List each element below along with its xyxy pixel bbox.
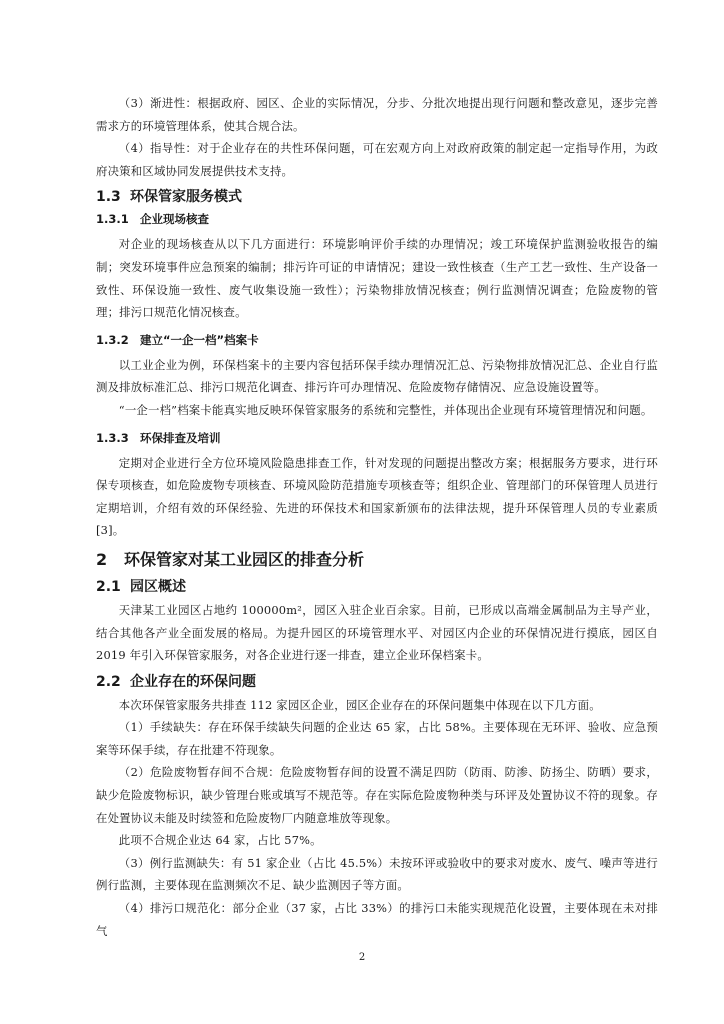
- heading-1-3-2: [96, 330, 658, 350]
- heading-title: 环保管家对某工业园区的排查分析: [124, 549, 365, 569]
- heading-title: 企业存在的环保问题: [130, 673, 256, 690]
- page-number: 2: [358, 952, 366, 963]
- heading-2: [96, 548, 658, 572]
- heading-title: 企业现场核查: [140, 212, 209, 227]
- heading-1-3-3: [96, 428, 658, 448]
- paragraph-guidance: （4）指导性：对于企业存在的共性环保问题，可在宏观方向上对政府政策的制定起一定指导作用，为政府决策和区域协同发展提供技术支持。: [96, 141, 658, 178]
- paragraph-survey-intro: 本次环保管家服务共排查 112 家园区企业，园区企业存在的环保问题集中体现在以下几方面。: [118, 697, 601, 712]
- paragraph-archive-summary: “一企一档”档案卡能真实地反映环保管家服务的系统和完整性，并体现出企业现有环境管理情况和问题。: [118, 402, 653, 417]
- heading-number: 1.3.3: [96, 430, 129, 445]
- heading-number: 2.1: [96, 578, 121, 595]
- heading-number: 1.3.1: [96, 212, 129, 227]
- paragraph-outlet-standardization: （4）排污口规范化：部分企业（37 家，占比 33%）的排污口未能实现规范化设置，主要体现在未对排气: [96, 901, 658, 938]
- heading-1-3-1: [96, 209, 658, 229]
- heading-title: 环保管家服务模式: [130, 189, 242, 206]
- heading-title: 建立“一企一档”档案卡: [140, 332, 259, 347]
- paragraph-missing-procedures: （1）手续缺失：存在环保手续缺失问题的企业达 65 家，占比 58%。主要体现在无环评、验收、应急预案等环保手续，存在批建不符现象。: [96, 720, 658, 757]
- paragraph-progressive: （3）渐进性：根据政府、园区、企业的实际情况，分步、分批次地提出现行问题和整改意见，逐步完善需求方的环境管理体系，使其合规合法。: [96, 96, 658, 133]
- paragraph-site-check: 对企业的现场核查从以下几方面进行：环境影响评价手续的办理情况；竣工环境保护监测验收报告的编制；突发环境事件应急预案的编制；排污许可证的申请情况；建设一致性核查（生产工艺一致性、生产设备一致性、环保设施一致性、废气收集设施一致性）；污染物排放情况核查；例行监测情况调查；危险废物的管理；排污口规范化情况核查。: [96, 237, 658, 320]
- paragraph-noncompliance-count: 此项不合规企业达 64 家，占比 57%。: [118, 833, 322, 848]
- paragraph-hazardous-waste: （2）危险废物暂存间不合规：危险废物暂存间的设置不满足四防（防雨、防渗、防扬尘、防晒）要求，缺少危险废物标识，缺少管理台账或填写不规范等。存在实际危险废物种类与环评及处置协议不符的现象。存在处置协议未能及时续签和危险废物厂内随意堆放等现象。: [96, 765, 658, 825]
- heading-number: 2: [96, 549, 108, 569]
- heading-number: 1.3: [96, 189, 121, 206]
- heading-2-2: [96, 672, 658, 692]
- heading-number: 2.2: [96, 673, 121, 690]
- paragraph-park-overview: 天津某工业园区占地约 100000m²，园区入驻企业百余家。目前，已形成以高端金属制品为主导产业，结合其他各产业全面发展的格局。为提升园区的环境管理水平、对园区内企业的环保情况进行摸底，园区自 2019 年引入环保管家服务，对各企业进行逐一排查，建立企业环保档案卡。: [96, 602, 658, 663]
- heading-number: 1.3.2: [96, 332, 129, 347]
- paragraph-archive-card: 以工业企业为例，环保档案卡的主要内容包括环保手续办理情况汇总、污染物排放情况汇总、企业自行监测及排放标准汇总、排污口规范化调查、排污许可办理情况、危险废物存储情况、应急设施设置等。: [96, 357, 658, 395]
- heading-1-3: [96, 187, 658, 207]
- paragraph-routine-monitoring: （3）例行监测缺失：有 51 家企业（占比 45.5%）未按环评或验收中的要求对废水、废气、噪声等进行例行监测，主要体现在监测频次不足、缺少监测因子等方面。: [96, 855, 658, 893]
- page-content: [96, 92, 658, 942]
- heading-2-1: [96, 577, 658, 597]
- heading-title: 园区概述: [130, 578, 186, 595]
- paragraph-training: 定期对企业进行全方位环境风险隐患排查工作，针对发现的问题提出整改方案；根据服务方要求，进行环保专项核查，如危险废物专项核查、环境风险防范措施专项核查等；组织企业、管理部门的环保管理人员进行定期培训，介绍有效的环保经验、先进的环保技术和国家新颁布的法律法规，提升环保管理人员的专业素质[3]。: [96, 455, 658, 538]
- heading-title: 环保排查及培训: [140, 430, 221, 445]
